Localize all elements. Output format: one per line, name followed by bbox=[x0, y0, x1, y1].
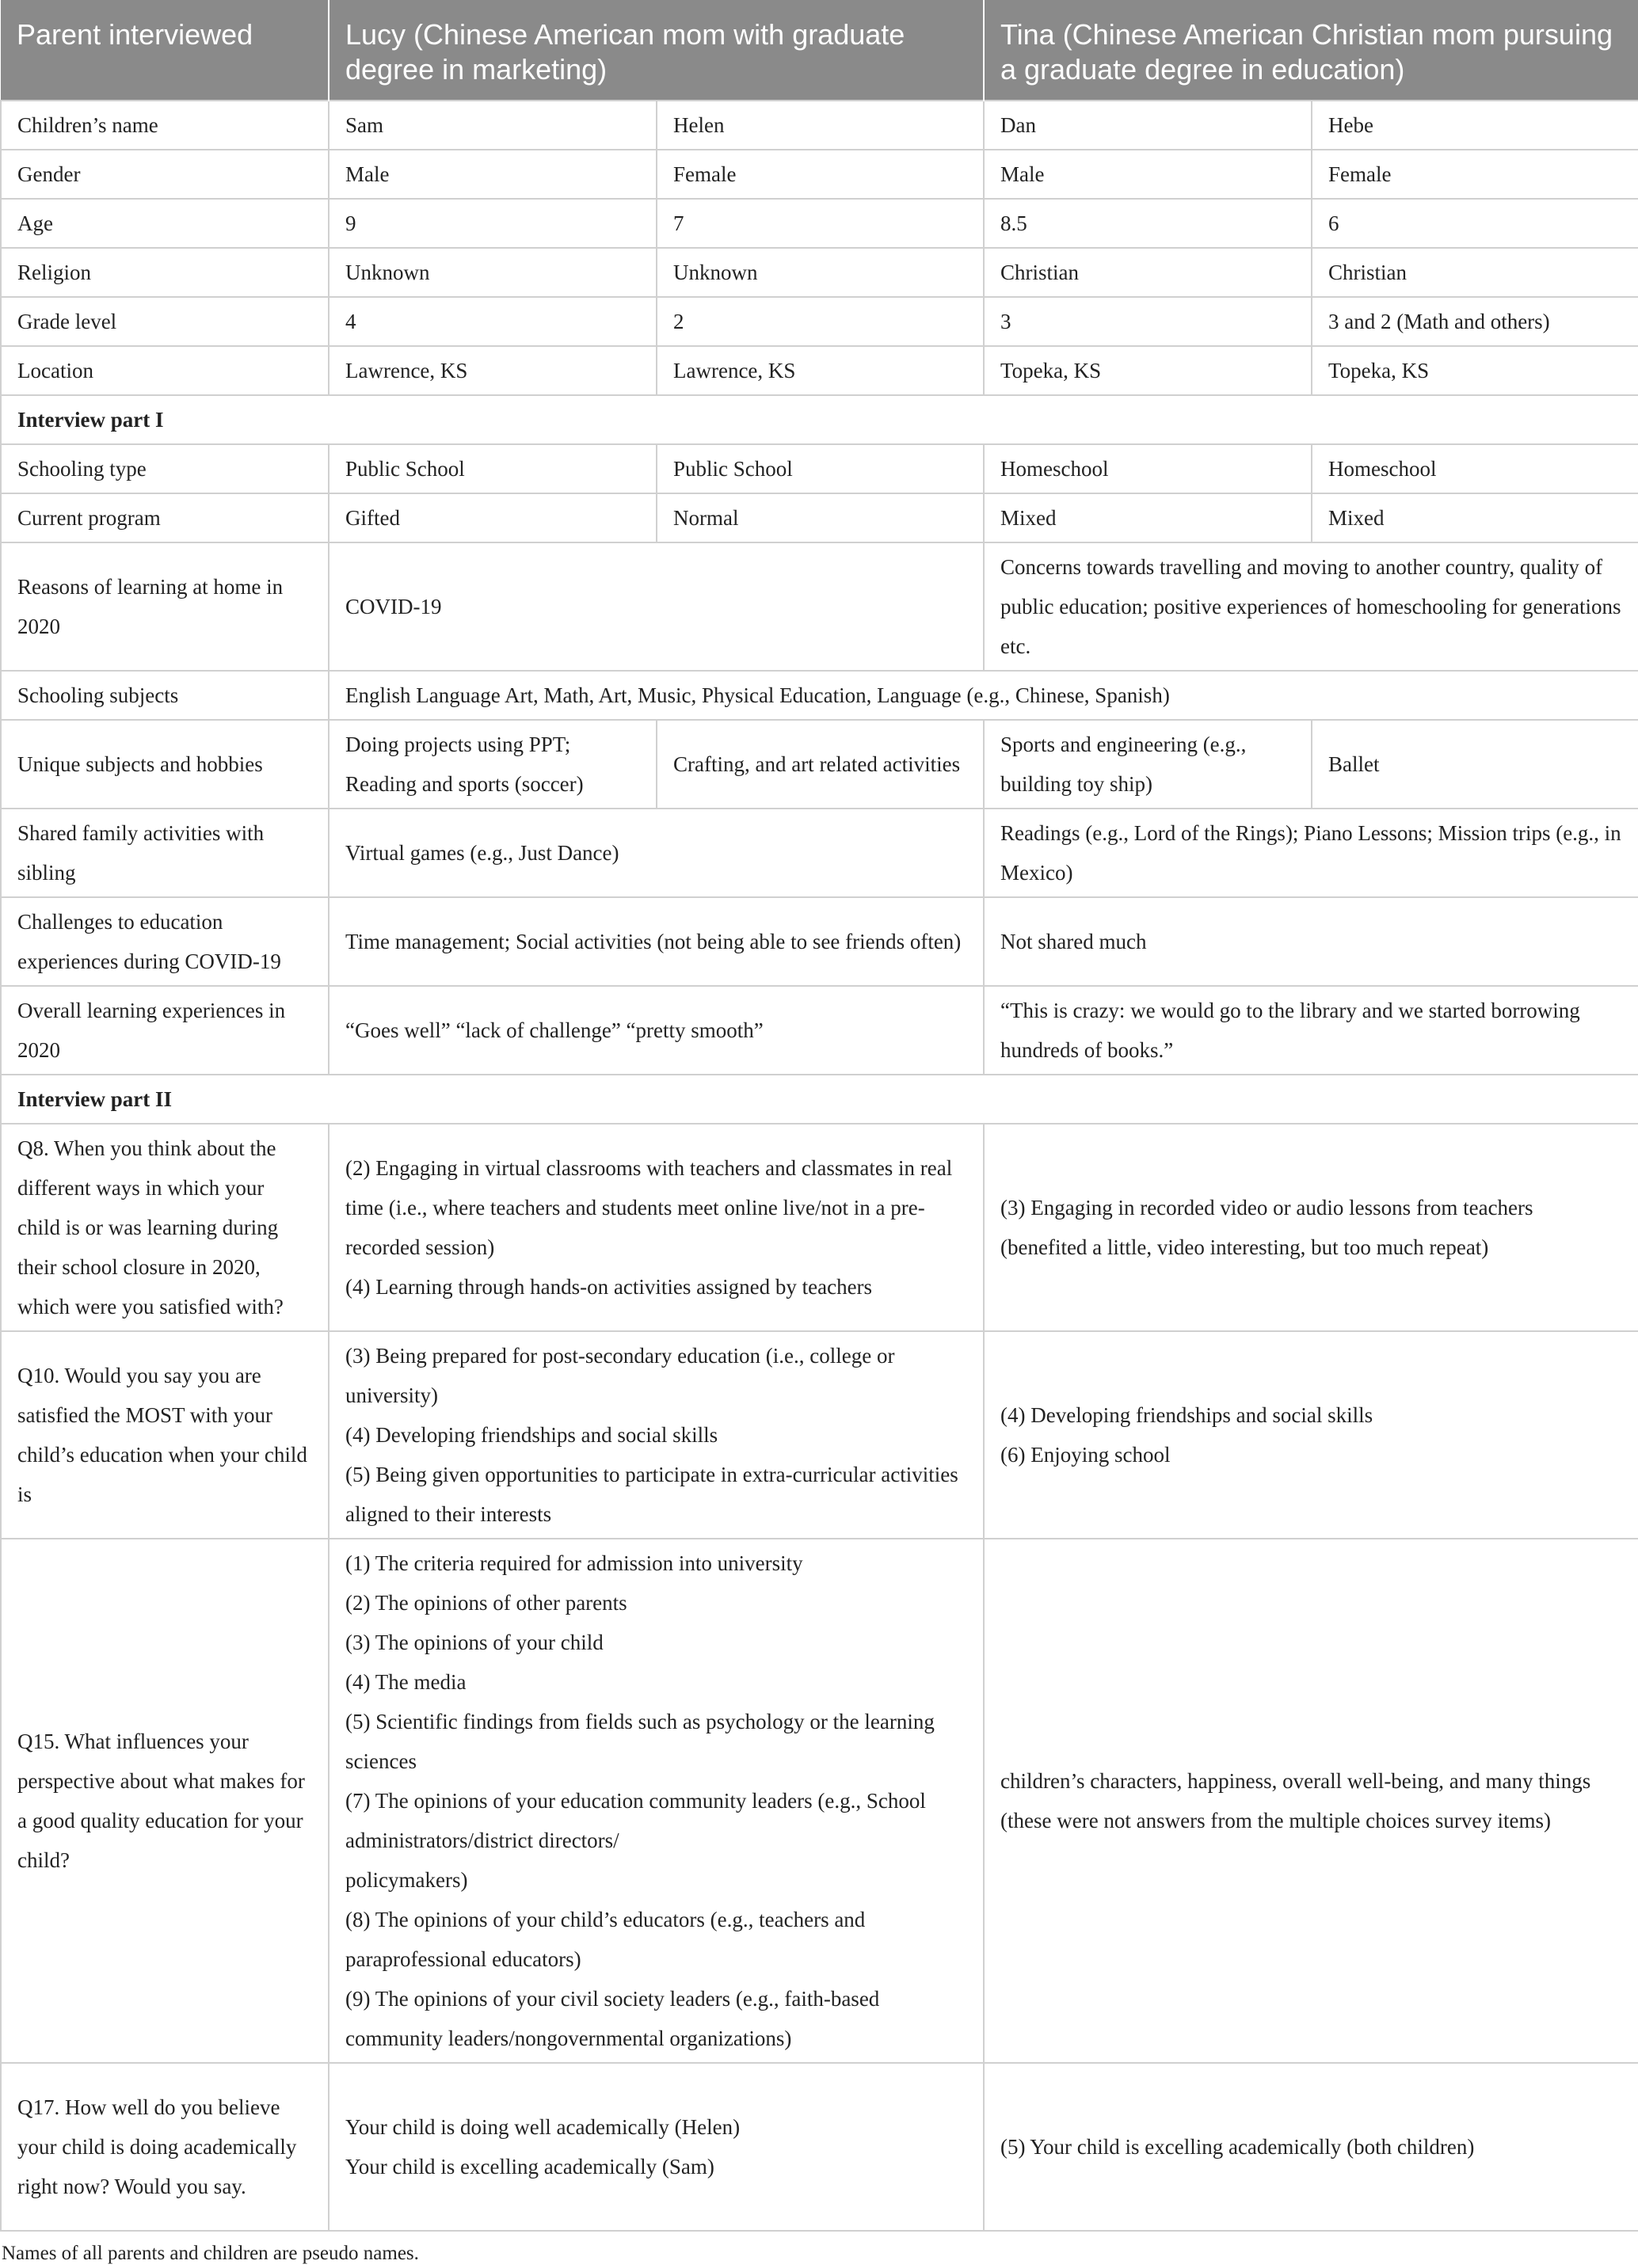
table-row bbox=[1, 897, 1638, 986]
cell-hebe: Ballet bbox=[1312, 720, 1638, 809]
answer-line: Your child is excelling academically (Sam) bbox=[345, 2155, 714, 2179]
cell-all-children: English Language Art, Math, Art, Music, Physical Education, Language (e.g., Chinese, Spanish) bbox=[329, 671, 1638, 720]
answer-line: (4) Developing friendships and social skills bbox=[1000, 1403, 1373, 1427]
cell-dan: Mixed bbox=[984, 493, 1312, 542]
cell-dan: Sports and engineering (e.g., building toy ship) bbox=[984, 720, 1312, 809]
cell-helen: Public School bbox=[657, 444, 984, 493]
answer-line: (3) The opinions of your child bbox=[345, 1631, 604, 1654]
answer-line: (5) Your child is excelling academically (both children) bbox=[1000, 2135, 1475, 2159]
answer-line: (1) The criteria required for admission into university bbox=[345, 1551, 803, 1575]
cell-helen: Lawrence, KS bbox=[657, 346, 984, 395]
cell-sam: Doing projects using PPT; Reading and sports (soccer) bbox=[329, 720, 657, 809]
cell-dan: 8.5 bbox=[984, 199, 1312, 248]
row-label: Challenges to education experiences during COVID-19 bbox=[1, 897, 329, 986]
table-row bbox=[1, 101, 1638, 150]
cell-hebe: Topeka, KS bbox=[1312, 346, 1638, 395]
table-row bbox=[1, 444, 1638, 493]
cell-sam: Unknown bbox=[329, 248, 657, 297]
row-label: Unique subjects and hobbies bbox=[1, 720, 329, 809]
cell-dan: Topeka, KS bbox=[984, 346, 1312, 395]
section-heading-part-1: Interview part I bbox=[1, 395, 1638, 444]
answer-line: (8) The opinions of your child’s educators (e.g., teachers and paraprofessional educators) bbox=[345, 1908, 866, 1971]
cell-hebe: Mixed bbox=[1312, 493, 1638, 542]
answer-line: (4) Learning through hands-on activities assigned by teachers bbox=[345, 1275, 873, 1299]
cell-dan: Male bbox=[984, 150, 1312, 199]
cell-hebe: 3 and 2 (Math and others) bbox=[1312, 297, 1638, 346]
table-row bbox=[1, 297, 1638, 346]
row-label: Gender bbox=[1, 150, 329, 199]
cell-tina bbox=[984, 1124, 1638, 1331]
table-row bbox=[1, 493, 1638, 542]
answer-line: (2) Engaging in virtual classrooms with teachers and classmates in real time (i.e., where teachers and students meet online live/not in a pre- recorded session) bbox=[345, 1156, 953, 1259]
cell-lucy: Virtual games (e.g., Just Dance) bbox=[329, 809, 984, 897]
table-row bbox=[1, 809, 1638, 897]
row-label: Age bbox=[1, 199, 329, 248]
cell-dan: Christian bbox=[984, 248, 1312, 297]
answer-line: children’s characters, happiness, overall well-being, and many things (these were not answers from the multiple choices survey items) bbox=[1000, 1769, 1591, 1832]
answer-line: (4) Developing friendships and social skills bbox=[345, 1423, 718, 1447]
row-label: Children’s name bbox=[1, 101, 329, 150]
section-heading-part-2: Interview part II bbox=[1, 1075, 1638, 1124]
cell-helen: 7 bbox=[657, 199, 984, 248]
cell-dan: Homeschool bbox=[984, 444, 1312, 493]
table-row bbox=[1, 346, 1638, 395]
cell-sam: 4 bbox=[329, 297, 657, 346]
row-label: Schooling type bbox=[1, 444, 329, 493]
row-label: Reasons of learning at home in 2020 bbox=[1, 542, 329, 671]
row-label: Religion bbox=[1, 248, 329, 297]
cell-helen: Crafting, and art related activities bbox=[657, 720, 984, 809]
header-parent-interviewed: Parent interviewed bbox=[1, 0, 329, 101]
cell-hebe: Homeschool bbox=[1312, 444, 1638, 493]
cell-tina: Readings (e.g., Lord of the Rings); Piano Lessons; Mission trips (e.g., in Mexico) bbox=[984, 809, 1638, 897]
cell-helen: Helen bbox=[657, 101, 984, 150]
section-row bbox=[1, 1075, 1638, 1124]
cell-lucy: Time management; Social activities (not being able to see friends often) bbox=[329, 897, 984, 986]
row-label: Grade level bbox=[1, 297, 329, 346]
cell-helen: Normal bbox=[657, 493, 984, 542]
row-label: Q8. When you think about the different ways in which your child is or was learning during their school closure in 2020, which were you satisfied with? bbox=[1, 1124, 329, 1331]
cell-hebe: Hebe bbox=[1312, 101, 1638, 150]
cell-lucy bbox=[329, 2063, 984, 2231]
cell-sam: Sam bbox=[329, 101, 657, 150]
cell-sam: Lawrence, KS bbox=[329, 346, 657, 395]
cell-lucy: COVID-19 bbox=[329, 542, 984, 671]
answer-line: (6) Enjoying school bbox=[1000, 1443, 1171, 1467]
answer-line: (3) Being prepared for post-secondary education (i.e., college or university) bbox=[345, 1344, 895, 1407]
cell-lucy bbox=[329, 1124, 984, 1331]
answer-line: policymakers) bbox=[345, 1868, 468, 1892]
table-row bbox=[1, 542, 1638, 671]
cell-tina bbox=[984, 1539, 1638, 2063]
cell-dan: 3 bbox=[984, 297, 1312, 346]
table-row bbox=[1, 150, 1638, 199]
row-label: Q15. What influences your perspective about what makes for a good quality education for your child? bbox=[1, 1539, 329, 2063]
cell-helen: Unknown bbox=[657, 248, 984, 297]
row-label: Q10. Would you say you are satisfied the MOST with your child’s education when your child is bbox=[1, 1331, 329, 1539]
row-label: Schooling subjects bbox=[1, 671, 329, 720]
table-row bbox=[1, 1539, 1638, 2063]
table-row bbox=[1, 720, 1638, 809]
answer-line: (5) Scientific findings from fields such as psychology or the learning sciences bbox=[345, 1710, 935, 1773]
header-row bbox=[1, 0, 1638, 101]
cell-lucy bbox=[329, 1331, 984, 1539]
header-lucy: Lucy (Chinese American mom with graduate degree in marketing) bbox=[329, 0, 984, 101]
cell-hebe: Christian bbox=[1312, 248, 1638, 297]
cell-tina bbox=[984, 1331, 1638, 1539]
table-row bbox=[1, 1331, 1638, 1539]
cell-sam: 9 bbox=[329, 199, 657, 248]
header-tina: Tina (Chinese American Christian mom pursuing a graduate degree in education) bbox=[984, 0, 1638, 101]
cell-hebe: 6 bbox=[1312, 199, 1638, 248]
cell-helen: 2 bbox=[657, 297, 984, 346]
answer-line: (3) Engaging in recorded video or audio lessons from teachers (benefited a little, video interesting, but too much repeat) bbox=[1000, 1196, 1533, 1259]
cell-tina: “This is crazy: we would go to the library and we started borrowing hundreds of books.” bbox=[984, 986, 1638, 1075]
cell-lucy bbox=[329, 1539, 984, 2063]
answer-line: (9) The opinions of your civil society leaders (e.g., faith-based community leaders/nongovernmental organizations) bbox=[345, 1987, 880, 2050]
table-row bbox=[1, 986, 1638, 1075]
section-row bbox=[1, 395, 1638, 444]
table-footnote: Names of all parents and children are pseudo names. bbox=[2, 2243, 419, 2264]
cell-dan: Dan bbox=[984, 101, 1312, 150]
cell-helen: Female bbox=[657, 150, 984, 199]
cell-sam: Male bbox=[329, 150, 657, 199]
table-row bbox=[1, 1124, 1638, 1331]
answer-line: (2) The opinions of other parents bbox=[345, 1591, 627, 1615]
cell-tina: Concerns towards travelling and moving to another country, quality of public education; positive experiences of homeschooling for generations etc. bbox=[984, 542, 1638, 671]
table-row bbox=[1, 2063, 1638, 2231]
cell-tina: Not shared much bbox=[984, 897, 1638, 986]
answer-line: (7) The opinions of your education community leaders (e.g., School administrators/district directors/ bbox=[345, 1789, 926, 1852]
table-row bbox=[1, 199, 1638, 248]
cell-hebe: Female bbox=[1312, 150, 1638, 199]
row-label: Q17. How well do you believe your child is doing academically right now? Would you say. bbox=[1, 2063, 329, 2231]
row-label: Shared family activities with sibling bbox=[1, 809, 329, 897]
row-label: Location bbox=[1, 346, 329, 395]
answer-line: (4) The media bbox=[345, 1670, 467, 1694]
row-label: Current program bbox=[1, 493, 329, 542]
cell-lucy: “Goes well” “lack of challenge” “pretty smooth” bbox=[329, 986, 984, 1075]
cell-sam: Public School bbox=[329, 444, 657, 493]
answer-line: (5) Being given opportunities to participate in extra-curricular activities aligned to their interests bbox=[345, 1463, 958, 1526]
answer-line: Your child is doing well academically (Helen) bbox=[345, 2115, 741, 2139]
cell-tina bbox=[984, 2063, 1638, 2231]
table-row bbox=[1, 671, 1638, 720]
cell-sam: Gifted bbox=[329, 493, 657, 542]
row-label: Overall learning experiences in 2020 bbox=[1, 986, 329, 1075]
table-row bbox=[1, 248, 1638, 297]
